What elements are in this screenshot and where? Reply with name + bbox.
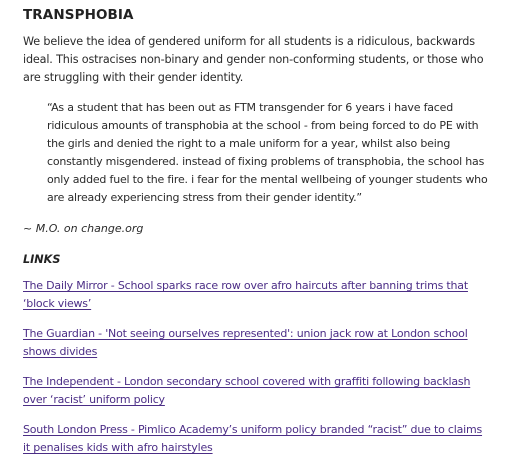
quote-attribution: ~ M.O. on change.org bbox=[23, 222, 144, 235]
section-heading: TRANSPHOBIA bbox=[23, 7, 134, 23]
link-list bbox=[23, 277, 490, 457]
intro-paragraph: We believe the idea of gendered uniform for all students is a ridiculous, backwards ideal. This ostracises non-binary and gender non-conforming students, or those who are struggling with their gender identity. bbox=[23, 35, 484, 84]
list-item bbox=[23, 421, 490, 457]
list-item bbox=[23, 325, 490, 361]
list-item bbox=[23, 373, 490, 409]
student-quote: “As a student that has been out as FTM transgender for 6 years i have faced ridiculous amounts of transphobia at the school - from being forced to do PE with the girls and denied the right to a male uniform for a year, whilst also being constantly misgendered. instead of fixing problems of transphobia, the school has only added fuel to the fire. i fear for the mental wellbeing of younger students who are already experiencing stress from their gender identity.” bbox=[47, 101, 488, 204]
links-heading: LINKS bbox=[23, 253, 61, 266]
link-south-london-press[interactable]: South London Press - Pimlico Academy’s uniform policy branded “racist” due to claims it penalises kids with afro hairstyles bbox=[23, 423, 483, 454]
link-daily-mirror[interactable]: The Daily Mirror - School sparks race row over afro haircuts after banning trims that ‘block views’ bbox=[23, 279, 468, 310]
link-guardian[interactable]: The Guardian - 'Not seeing ourselves represented': union jack row at London school shows divides bbox=[23, 327, 468, 358]
link-independent[interactable]: The Independent - London secondary school covered with graffiti following backlash over ‘racist’ uniform policy bbox=[23, 375, 471, 406]
list-item bbox=[23, 277, 490, 313]
